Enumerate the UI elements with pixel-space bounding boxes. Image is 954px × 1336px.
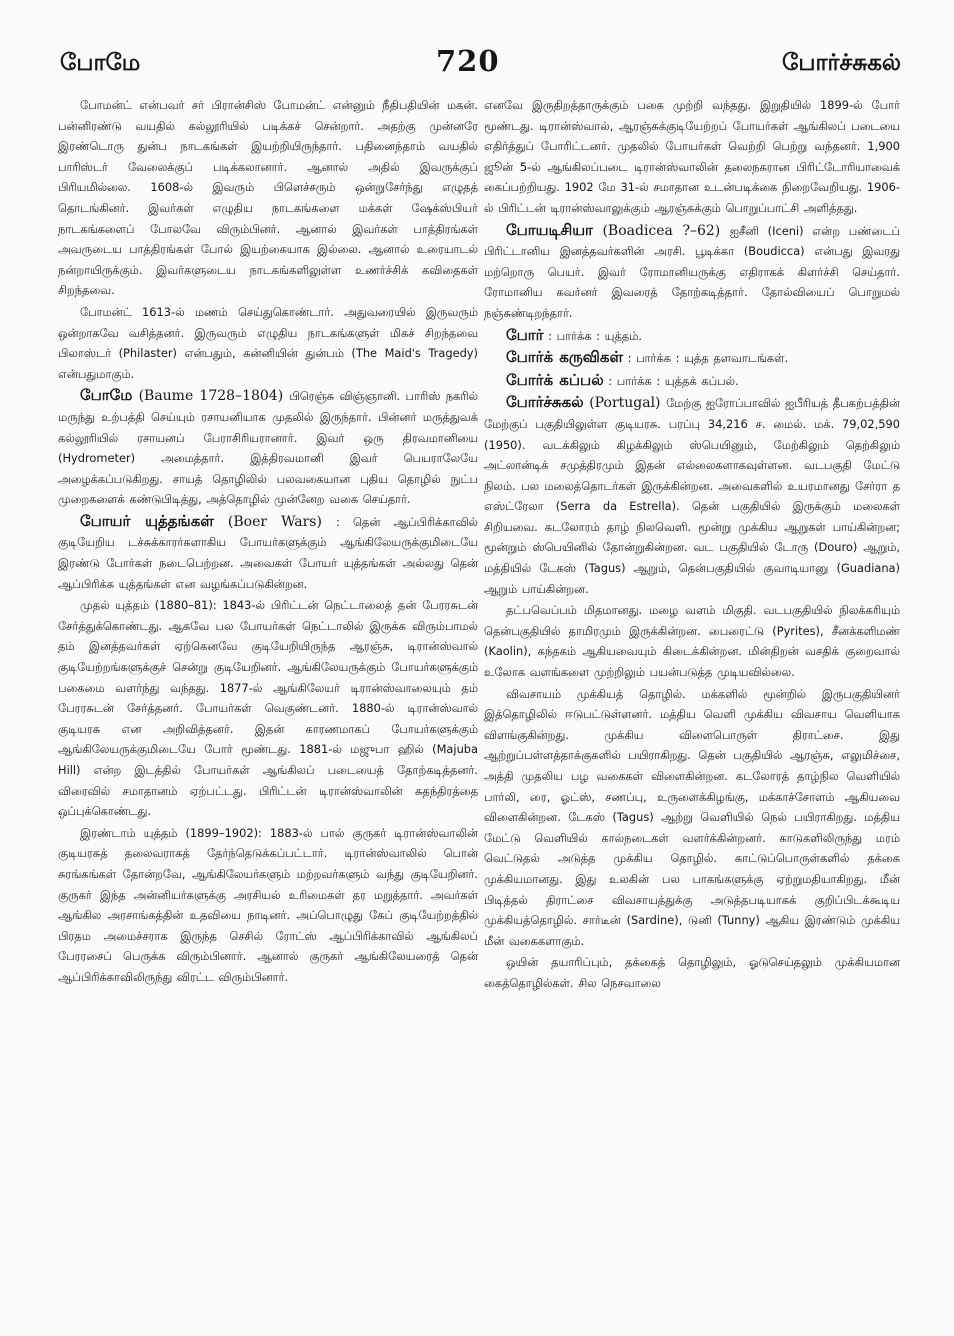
latin-gloss: (Boer Wars)	[213, 513, 336, 530]
body-text: போமன்ட் 1613-ல் மணம் செய்துகொண்டார். அதுவரையில் இருவரும் ஒன்றாகவே வசித்தனர். இருவரும் எழுதிய நாடகங்களுள் மிகச் சிறந்தவை பிலாஸ்டர் (Philaster) என்பதும், கன்னியின் துன்பம் (The Maid's Tragedy) என்பதுமாகும்.	[58, 304, 478, 381]
paragraph	[484, 95, 900, 219]
body-text: : பார்க்க : யுத்த தளவாடங்கள்.	[623, 351, 789, 366]
paragraph	[58, 95, 478, 301]
body-text: ஒயின் தயாரிப்பும், தக்கைத் தொழிலும், ஓடுசெய்தலும் முக்கியமான கைத்தொழில்கள். சில நெசவாலை	[484, 955, 900, 990]
paragraph	[484, 952, 900, 993]
body-text: மேற்கு ஐரோப்பாவில் ஐபீரியத் தீபகற்பத்தின் மேற்குப் பகுதியிலுள்ள குடியரசு. பரப்பு 34,216 ச. மைல். மக். 79,02,590 (1950). வடக்கிலும் கிழக்கிலும் ஸ்பெயினும், மேற்கிலும் தெற்கிலும் அட்லான்டிக் சமுத்திரமும் இதன் எல்லைகளாகவுள்ளன. வடபகுதி மேட்டு நிலம். பல மலைத்தொடர்கள் இருக்கின்றன. அவைகளில் உயரமானது சேர்ரா த எஸ்ட்ரேலா (Serra da Estrella). தென் பகுதியில் இருக்கும் மலைகள் சிறியவை. கடலோரம் தாழ் நிலவெளி. மூன்று முக்கிய ஆறுகள் பாய்கின்றன; மூன்றும் ஸ்பெயினில் தோன்றுகின்றன. வட பகுதியில் டோரு (Douro) ஆறும், மத்தியில் டேகஸ் (Tagus) ஆறும், தென்பகுதியில் குவாடியானு (Guadiana) ஆறும் பாய்கின்றன.	[484, 396, 900, 596]
body-text: இரண்டாம் யுத்தம் (1899–1902): 1883-ல் பால் குருகர் டிரான்ஸ்வாலின் குடியரசுத் தலைவராகத் தேர்ந்தெடுக்கப்பட்டார். டிரான்ஸ்வாலில் பொன் சுரங்கங்கள் தோன்றவே, ஆங்கிலேயர்களும் மற்றவர்களும் வந்து குடியேறினர். குருகர் இந்த அன்னியர்களுக்கு அரசியல் உரிமைகள் தர மறுத்தார். அவர்கள் ஆங்கில அரசாங்கத்தின் உதவியை நாடினர். அப்பொழுது கேப் குடியேற்றத்தில் பிரதம அமைச்சராக இருந்த செசில் ரோட்ஸ் ஆப்பிரிக்காவில் ஆங்கிலப் பேரரசைப் பெருக்க விரும்பினார். ஆனால் குருகர் ஆங்கிலேயரைத் தென் ஆப்பிரிக்காவிலிருந்து விரட்ட விரும்பினார்.	[58, 825, 478, 984]
body-text: பிரெஞ்சு விஞ்ஞானி. பாரிஸ் நகரில் மருந்து உற்பத்தி செய்யும் ரசாயனியாக முதலில் இருந்தார். பின்னர் மருத்துவக் கல்லூரியில் ரசாயனப் பேராசிரியரானார். இவர் ஒரு திரவமானியை (Hydrometer) அமைத்தார். இத்திரவமானி இவர் பெயராலேயே அழைக்கப்படுகிறது. சாயத் தொழிலில் பலவகையான புதிய தொழில் நுட்ப முறைகளைக் கண்டுபிடித்து, அத்தொழில் முன்னேற வகை செய்தார்.	[58, 389, 478, 507]
body-text: எனவே இருதிறத்தாருக்கும் பகை முற்றி வந்தது. இறுதியில் 1899-ல் போர் மூண்டது. டிரான்ஸ்வால், ஆரஞ்சுக்குடியேற்றப் போயர்கள் ஆங்கிலப் படையை எதிர்த்துப் போரிட்டனர். முதலில் போயர்கள் வெற்றி பெற்று வந்தனர். 1,900 ஜூன் 5-ல் ஆங்கிலப்படை டிரான்ஸ்வாலின் தலைநகரான பிரிட்டோரியாவைக் கைப்பற்றியது. 1902 மே 31-ல் சமாதான உடன்படிக்கை நிறைவேறியது. 1906-ல் பிரிட்டன் டிரான்ஸ்வாலுக்கும் ஆரஞ்சுக்கும் பொறுப்பாட்சி அளித்தது.	[484, 98, 900, 215]
body-text: விவசாயம் முக்கியத் தொழில். மக்களில் மூன்றில் இருபகுதியினர் இத்தொழிலில் ஈடுபட்டுள்ளனர். மத்திய வெளி முக்கிய விவசாய வெளியாக விளங்குகின்றது. முக்கிய விளைபொருள் திராட்சை. இது ஆற்றுப்பள்ளத்தாக்குகளில் பயிராகிறது. தென் பகுதியில் ஆரஞ்சு, எலுமிச்சை, அத்தி முதலிய பழ வகைகள் விளைகின்றன. கடலோரத் தாழ்நில வெளியில் பார்லி, ரை, ஓட்ஸ், சணப்பு, உருளைக்கிழங்கு, மக்காச்சோளம் ஆகியவை விளைகின்றன. டேகஸ் (Tagus) ஆற்று வெளியில் நெல் பயிராகிறது. மத்திய மேட்டு வெளியில் கால்நடைகள் வளர்க்கின்றனர். காடுகளிலிருந்து மரம் வெட்டுதல் அடுத்த முக்கிய தொழில். காட்டுப்பொருள்களில் தக்கை முக்கியமானது. இது உலகின் பல பாகங்களுக்கு ஏற்றுமதியாகிறது. மீன் பிடித்தல் திராட்சை விவசாயத்துக்கு அடுத்தபடியாகக் குறிப்பிடக்கூடிய முக்கியத்தொழில். சார்டீன் (Sardine), டுனி (Tunny) ஆகிய இரண்டும் முக்கிய மீன் வகைகளாகும்.	[484, 686, 900, 948]
running-head-left: போமே	[60, 50, 141, 76]
latin-gloss: (Baume 1728–1804)	[132, 388, 290, 405]
entry-headword: போர்க் கருவிகள்	[506, 348, 623, 367]
paragraph	[58, 302, 478, 384]
entry-headword: போயடிசியா	[506, 220, 593, 239]
body-text: போமன்ட் என்பவர் சர் பிரான்சிஸ் போமன்ட் என்னும் நீதிபதியின் மகன். பன்னிரண்டு வயதில் கல்லூரியில் படிக்கச் சென்றார். அதற்கு முன்னரே இரண்டொரு துன்ப நாடகங்கள் இயற்றியிருந்தார். பதினைந்தாம் வயதில் பாரிஸ்டர் வேலைக்குப் படிக்கலானார். ஆனால் அதில் இவருக்குப் பிரியமில்லை. 1608-ல் இவரும் பிளெச்சரும் ஒன்றுசேர்ந்து எழுதத் தொடங்கினர். இவர்கள் எழுதிய நாடகங்களை மக்கள் ஷேக்ஸ்பியர் நாடகங்களைப் போலவே விரும்பினர். ஆனால் இவர்கள் பாத்திரங்கள் அவருடைய பாத்திரங்கள் போல் இயற்கையாக இல்லை. ஆனால் உரையாடல் நன்றாயிருக்கும். இவர்களுடைய நாடகங்களிலுள்ள உணர்ச்சிக் கவிதைகள் சிறந்தவை.	[58, 98, 478, 298]
paragraph	[484, 600, 900, 682]
body-text: ஐசீனி (Iceni) என்ற பண்டைப் பிரிட்டானிய இனத்தவர்களின் அரசி. பூடிக்கா (Boudicca) என்பது இவரது மற்றொரு பெயர். இவர் ரோமானியருக்கு எதிராகக் கிளர்ச்சி செய்தார். ரோமானிய கவர்னர் இவரைத் தோற்கடித்தார். தோல்வியைப் பொறுமல் நஞ்சுண்டிறந்தார்.	[484, 223, 900, 320]
body-text: தட்பவெப்பம் மிதமானது. மழை வளம் மிகுதி. வடபகுதியில் நிலக்கரியும் தென்பகுதியில் தாமிரமும் இருக்கின்றன. பைரைட்டு (Pyrites), சீனக்களிமண் (Kaolin), கந்தகம் ஆகியவையும் கிடைக்கின்றன. மின்திறன் வசதிக் குறைவால் உலோக வளங்களை முற்றிலும் பயன்படுத்த முடியவில்லை.	[484, 603, 900, 680]
entry-headword: போர்ச்சுகல்	[506, 393, 584, 412]
page-header	[0, 0, 954, 90]
latin-gloss: (Portugal)	[583, 395, 667, 412]
paragraph	[484, 684, 900, 952]
paragraph	[58, 823, 478, 988]
paragraph	[58, 595, 478, 822]
paragraph	[484, 325, 900, 347]
entry-headword: போமே	[80, 386, 133, 405]
running-head-right: போர்ச்சுகல்	[782, 50, 902, 76]
body-text: : பார்க்க : யுத்தம்.	[543, 328, 643, 343]
paragraph	[484, 370, 900, 392]
paragraph	[484, 347, 900, 369]
entry-headword: போயர் யுத்தங்கள்	[80, 511, 214, 530]
page-number: 720	[436, 44, 500, 78]
paragraph	[58, 385, 478, 510]
latin-gloss: (Boadicea ?–62)	[592, 222, 730, 239]
entry-headword: போர்	[506, 325, 544, 344]
right-column	[484, 95, 900, 1331]
paragraph	[484, 392, 900, 599]
left-column	[58, 95, 478, 1331]
paragraph	[484, 220, 900, 324]
entry-headword: போர்க் கப்பல்	[506, 370, 604, 389]
paragraph	[58, 511, 478, 594]
body-text: : தென் ஆப்பிரிக்காவில் குடியேறிய டச்சுக்காரர்களாகிய போயர்களுக்கும் ஆங்கிலேயருக்குமிடையே இரண்டு போர்கள் நடைபெற்றன. அவைகள் போயர் யுத்தங்கள் அல்லது தென் ஆப்பிரிக்க யுத்தங்கள் என வழங்கப்படுகின்றன.	[58, 514, 478, 591]
body-text: : பார்க்க : யுத்தக் கப்பல்.	[603, 373, 739, 388]
body-text: முதல் யுத்தம் (1880–81): 1843-ல் பிரிட்டன் நெட்டாலைத் தன் பேரரசுடன் சேர்த்துக்கொண்டது. ஆகவே பல போயர்கள் நெட்டாலில் இருக்க விரும்பாமல் தம் இனத்தவர்கள் ஏற்கெனவே குடியேறியிருந்த ஆரஞ்சு, டிரான்ஸ்வால் குடியேற்றங்களுக்குச் சென்று குடியேறினர். ஆங்கிலேயருக்கும் போயர்களுக்கும் பகைமை வளர்ந்து வந்தது. 1877-ல் ஆங்கிலேயர் டிரான்ஸ்வாலையும் தம் பேரரசுடன் சேர்த்தனர். போயர்கள் வெகுண்டனர். 1880-ல் டிரான்ஸ்வால் குடியரசு என அறிவித்தனர். இதன் காரணமாகப் போயர்களுக்கும் ஆங்கிலேயருக்குமிடையே போர் மூண்டது. 1881-ல் மஜுபா ஹில் (Majuba Hill) என்ற இடத்தில் போயர்கள் ஆங்கிலப் படையைத் தோற்கடித்தனர். விரைவில் சமாதானம் ஏற்பட்டது. பிரிட்டன் டிரான்ஸ்வாலின் சுதந்திரத்தை ஒப்புக்கொண்டது.	[58, 598, 478, 819]
